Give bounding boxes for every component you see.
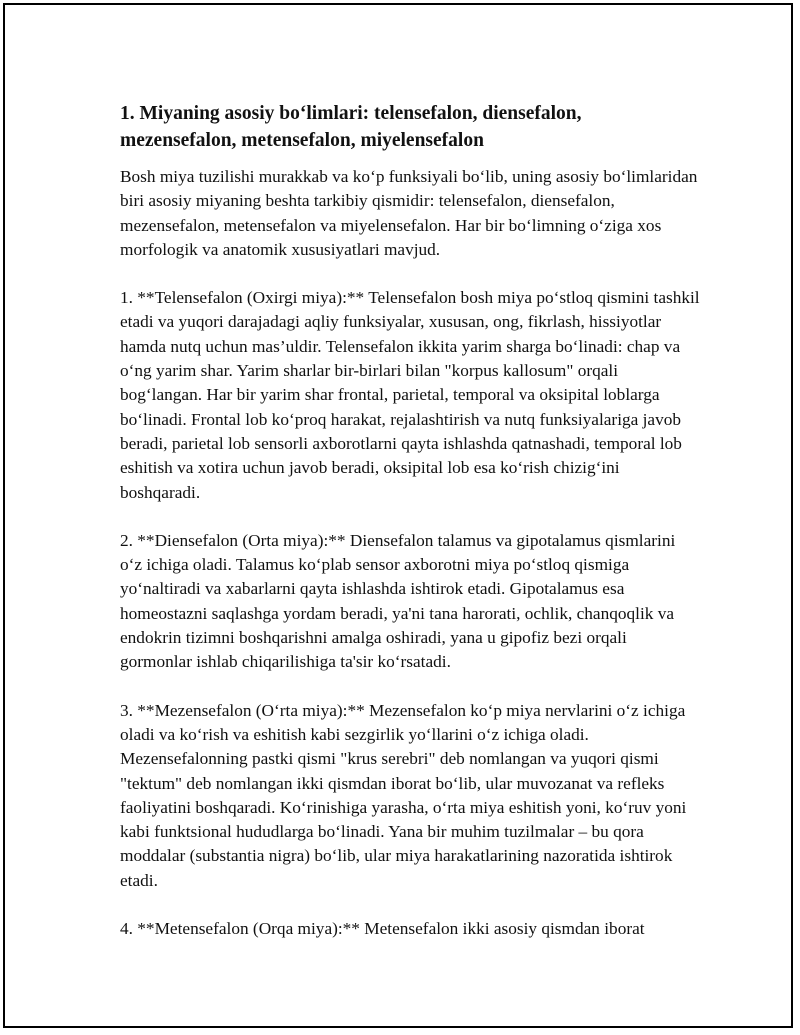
diencephalon-paragraph: 2. **Diensefalon (Orta miya):** Diensefalon talamus va gipotalamus qismlarini o‘z ichiga oladi. Talamus ko‘plab sensor axborotni miya po‘stloq qismiga yo‘naltiradi va xabarlarni qayta ishlashda ishtirok etadi. Gipotalamus esa homeostazni saqlashga yordam beradi, ya'ni tana harorati, ochlik, chanqoqlik va endokrin tizimni boshqarishni amalga oshiradi, yana u gipofiz bezi orqali gormonlar ishlab chiqarilishiga ta'sir ko‘rsatadi. [120,530,676,672]
metencephalon-paragraph: 4. **Metensefalon (Orqa miya):** Metensefalon ikki asosiy qismdan iborat [120,919,645,939]
document-content [120,100,700,965]
mesencephalon-paragraph: 3. **Mezensefalon (O‘rta miya):** Mezensefalon ko‘p miya nervlarini o‘z ichiga oladi va ko‘rish va eshitish kabi sezgirlik yo‘llarini o‘z ichiga oladi. Mezensefalonning pastki qismi "krus serebri" deb nomlangan va yuqori qismi "tektum" deb nomlangan ikki qismdan iborat bo‘lib, ular muvozanat va refleks faoliyatini boshqaradi. Ko‘rinishiga yarasha, o‘rta miya eshitish yoni, ko‘ruv yoni kabi funktsional hududlarga bo‘linadi. Yana bir muhim tuzilmalar – bu qora moddalar (substantia nigra) bo‘lib, ular miya harakatlarining nazoratida ishtirok etadi. [120,700,687,890]
intro-paragraph: Bosh miya tuzilishi murakkab va ko‘p funksiyali bo‘lib, uning asosiy bo‘limlaridan biri asosiy miyaning beshta tarkibiy qismidir: telensefalon, diensefalon, mezensefalon, metensefalon va miyelensefalon. Har bir bo‘limning o‘ziga xos morfologik va anatomik xususiyatlari mavjud. [120,167,698,259]
section-heading: 1. Miyaning asosiy bo‘limlari: telensefalon, diensefalon, mezensefalon, metensefalon, miyelensefalon [120,103,582,151]
document-page [3,3,793,1028]
telencephalon-paragraph: 1. **Telensefalon (Oxirgi miya):** Telensefalon bosh miya po‘stloq qismini tashkil etadi va yuqori darajadagi aqliy funksiyalar, xususan, ong, fikrlash, hissiyotlar hamda nutq uchun mas’uldir. Telensefalon ikkita yarim sharga bo‘linadi: chap va o‘ng yarim shar. Yarim sharlar bir-birlari bilan "korpus kallosum" orqali bog‘langan. Har bir yarim shar frontal, parietal, temporal va oksipital loblarga bo‘linadi. Frontal lob ko‘proq harakat, rejalashtirish va nutq funksiyalariga javob beradi, parietal lob sensorli axborotlarni qayta ishlashda qatnashadi, temporal lob eshitish va xotira uchun javob beradi, oksipital lob esa ko‘rish chizig‘ini boshqaradi. [120,288,700,502]
